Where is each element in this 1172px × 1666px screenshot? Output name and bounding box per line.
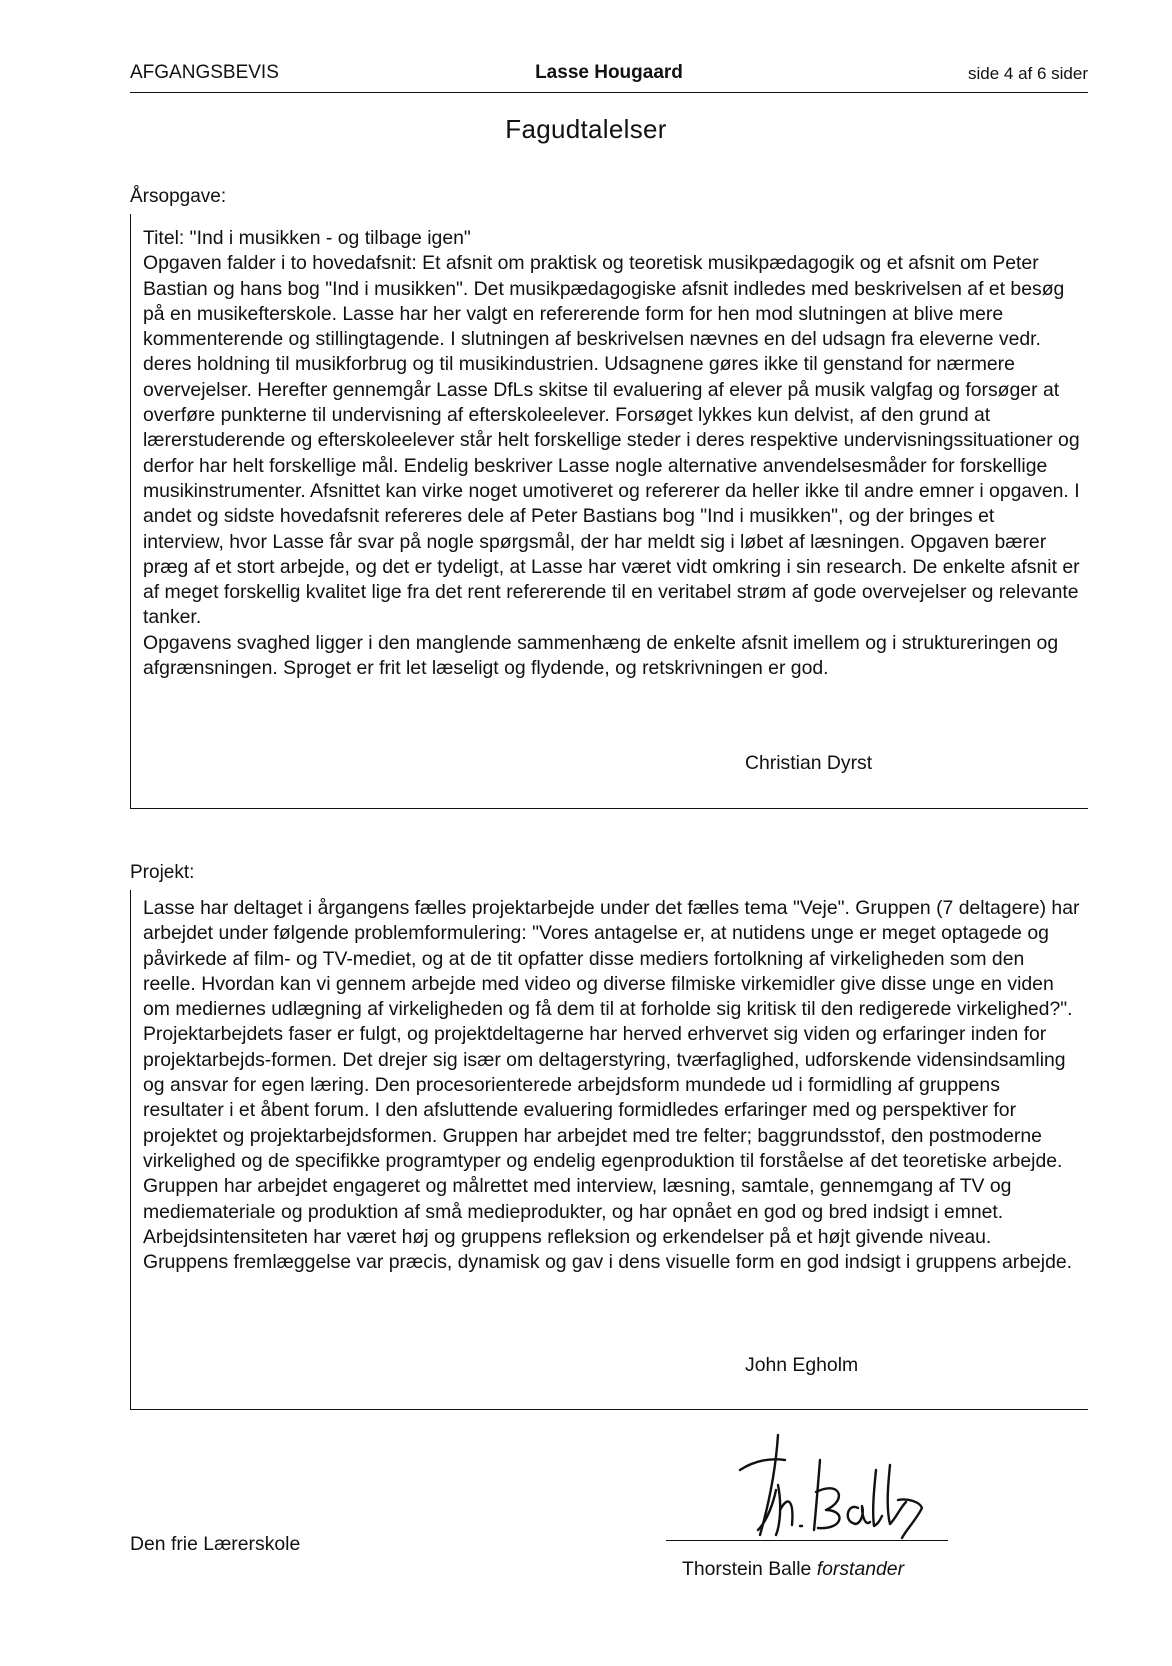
aarsopgave-text [143,226,1080,681]
student-name: Lasse Hougaard [535,62,683,83]
page-title: Fagudtalelser [505,114,667,144]
signature-line [666,1540,948,1541]
projekt-paragraph-1: Lasse har deltaget i årgangens fælles projektarbejde under det fælles tema "Veje". Gruppen (7 deltagere) har arbejdet under følgende problemformulering: "Vores antagelse er, at nutidens unge er meget optagede og påvirkede af film- og TV-mediet, og at de tit opfatter disse mediers fortolkning af virkeligheden som den reelle. Hvordan kan vi gennem arbejde med video og diverse filmiske virkemidler give disse unge en viden om mediernes udlægning af virkeligheden og få dem til at forholde sig kritisk til den redigerede virkelighed?". Projektarbejdets faser er fulgt, og projektdeltagerne har herved erhvervet sig viden og erfaringer inden for projektarbejds-formen. Det drejer sig især om deltagerstyring, tværfaglighed, udforskende vidensindsamling og ansvar for egen læring. Den procesorienterede arbejdsform mundede ud i formidling af gruppens resultater i et åbent forum. I den afsluttende evaluering formidledes erfaringer med og perspektiver for projektet og projektarbejdsformen. Gruppen har arbejdet med tre felter; baggrundsstof, den postmoderne virkelighed og de specifikke programtyper og endelig egenproduktion til forståelse af det teoretiske arbejde. Gruppen har arbejdet engageret og målrettet med interview, læsning, samtale, gennemgang af TV og mediemateriale og produktion af små medieprodukter, og har opnået en god og bred indsigt i emnet. Arbejdsintensiteten har været høj og gruppens refleksion og erkendelser på et højt givende niveau. Gruppens fremlæggelse var præcis, dynamisk og gav i dens visuelle form en god indsigt i gruppens arbejde. [143,897,1080,1274]
aarsopgave-label: Årsopgave: [130,186,227,207]
director-signature-caption [682,1558,904,1581]
director-role: forstander [816,1558,905,1580]
director-name: Thorstein Balle [682,1558,812,1580]
projekt-signer: John Egholm [745,1354,859,1376]
projekt-box [130,890,1088,1410]
page-info: side 4 af 6 sider [967,64,1088,83]
projekt-text [143,896,1080,1275]
aarsopgave-paragraph-1: Opgaven falder i to hovedafsnit: Et afsnit om praktisk og teoretisk musikpædagogik og et afsnit om Peter Bastian og hans bog "Ind i musikken". Det musikpædagogiske afsnit indledes med beskrivelsen af et besøg på en musikefterskole. Lasse har her valgt en refererende form for hen mod slutningen at blive mere kommenterende og stillingtagende. I slutningen af beskrivelsen nævnes en del udsagn fra eleverne vedr. deres holdning til musikforbrug og til musikindustrien. Udsagnene gøres ikke til genstand for nærmere overvejelser. Herefter gennemgår Lasse DfLs skitse til evaluering af elever på musik valgfag og forsøger at overføre punkterne til undervisning af efterskoleelever. Forsøget lykkes kun delvist, af den grund at lærerstuderende og efterskoleelever står helt forskellige steder i deres respektive undervisningssituationer og derfor har helt forskellige mål. Endelig beskriver Lasse nogle alternative anvendelsesmåder for forskellige musikinstrumenter. Afsnittet kan virke noget umotiveret og refererer da heller ikke til andre emner i opgaven. I andet og sidste hovedafsnit refereres dele af Peter Bastians bog "Ind i musikken", og der bringes et interview, hvor Lasse får svar på nogle spørgsmål, der har meldt sig i løbet af læsningen. Opgaven bærer præg af et stort arbejde, og det er tydeligt, at Lasse har været vidt omkring i sin research. De enkelte afsnit er af meget forskellig kvalitet lige fra det rent refererende til en veritabel strøm af gode overvejelser og relevante tanker. [143,252,1080,629]
signature-image [730,1430,930,1540]
aarsopgave-box [130,214,1088,809]
aarsopgave-signer: Christian Dyrst [745,752,873,774]
aarsopgave-title: Titel: "Ind i musikken - og tilbage igen" [143,227,471,249]
projekt-label: Projekt: [130,862,195,883]
page-header [130,62,1088,93]
doc-type: AFGANGSBEVIS [130,62,279,83]
school-name: Den frie Lærerskole [130,1533,301,1555]
aarsopgave-paragraph-2: Opgavens svaghed ligger i den manglende sammenhæng de enkelte afsnit imellem og i struktureringen og afgrænsningen. Sproget er frit let læseligt og flydende, og retskrivningen er god. [143,631,1059,680]
